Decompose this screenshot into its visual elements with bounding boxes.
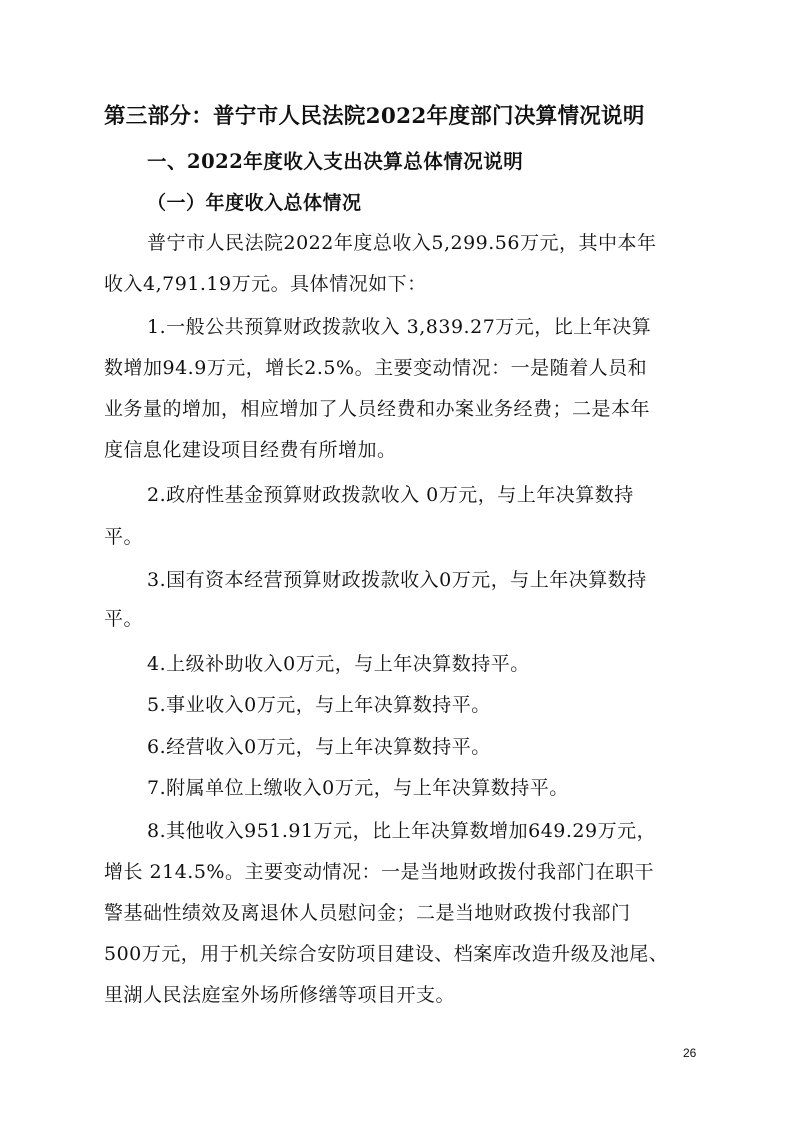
paragraph-line: 平。 (104, 608, 144, 630)
paragraph-line: 里湖人民法庭室外场所修缮等项目开支。 (104, 984, 456, 1006)
paragraph-line: 500万元，用于机关综合安防项目建设、档案库改造升级及池尾、 (104, 943, 669, 965)
paragraph-line: 5.事业收入0万元，与上年决算数持平。 (147, 694, 491, 716)
subsection-heading: （一）年度收入总体情况 (147, 192, 362, 214)
paragraph-line: 8.其他收入951.91万元，比上年决算数增加649.29万元， (147, 820, 657, 842)
paragraph-line: 4.上级补助收入0万元，与上年决算数持平。 (147, 653, 530, 675)
page-title: 第三部分：普宁市人民法院2022年度部门决算情况说明 (104, 104, 645, 129)
paragraph-line: 7.附属单位上缴收入0万元，与上年决算数持平。 (147, 777, 569, 799)
paragraph-line: 数增加94.9万元，增长2.5%。主要变动情况：一是随着人员和 (104, 357, 648, 379)
paragraph-line: 业务量的增加，相应增加了人员经费和办案业务经费；二是本年 (104, 398, 651, 420)
paragraph-line: 3.国有资本经营预算财政拨款收入0万元，与上年决算数持 (147, 569, 647, 591)
paragraph-line: 收入4,791.19万元。具体情况如下： (104, 273, 427, 295)
section-heading: 一、2022年度收入支出决算总体情况说明 (147, 150, 524, 173)
paragraph-line: 6.经营收入0万元，与上年决算数持平。 (147, 736, 491, 758)
paragraph-line: 2.政府性基金预算财政拨款收入 0万元，与上年决算数持 (147, 484, 634, 506)
paragraph-line: 平。 (104, 526, 144, 548)
paragraph-line: 度信息化建设项目经费有所增加。 (104, 439, 397, 461)
paragraph-line: 警基础性绩效及离退休人员慰问金；二是当地财政拨付我部门 (104, 902, 631, 924)
paragraph-line: 增长 214.5%。主要变动情况：一是当地财政拨付我部门在职干 (104, 861, 654, 883)
page-number: 26 (683, 1046, 697, 1060)
paragraph-line: 1.一般公共预算财政拨款收入 3,839.27万元，比上年决算 (147, 316, 652, 338)
paragraph-line: 普宁市人民法院2022年度总收入5,299.56万元，其中本年 (147, 232, 657, 254)
